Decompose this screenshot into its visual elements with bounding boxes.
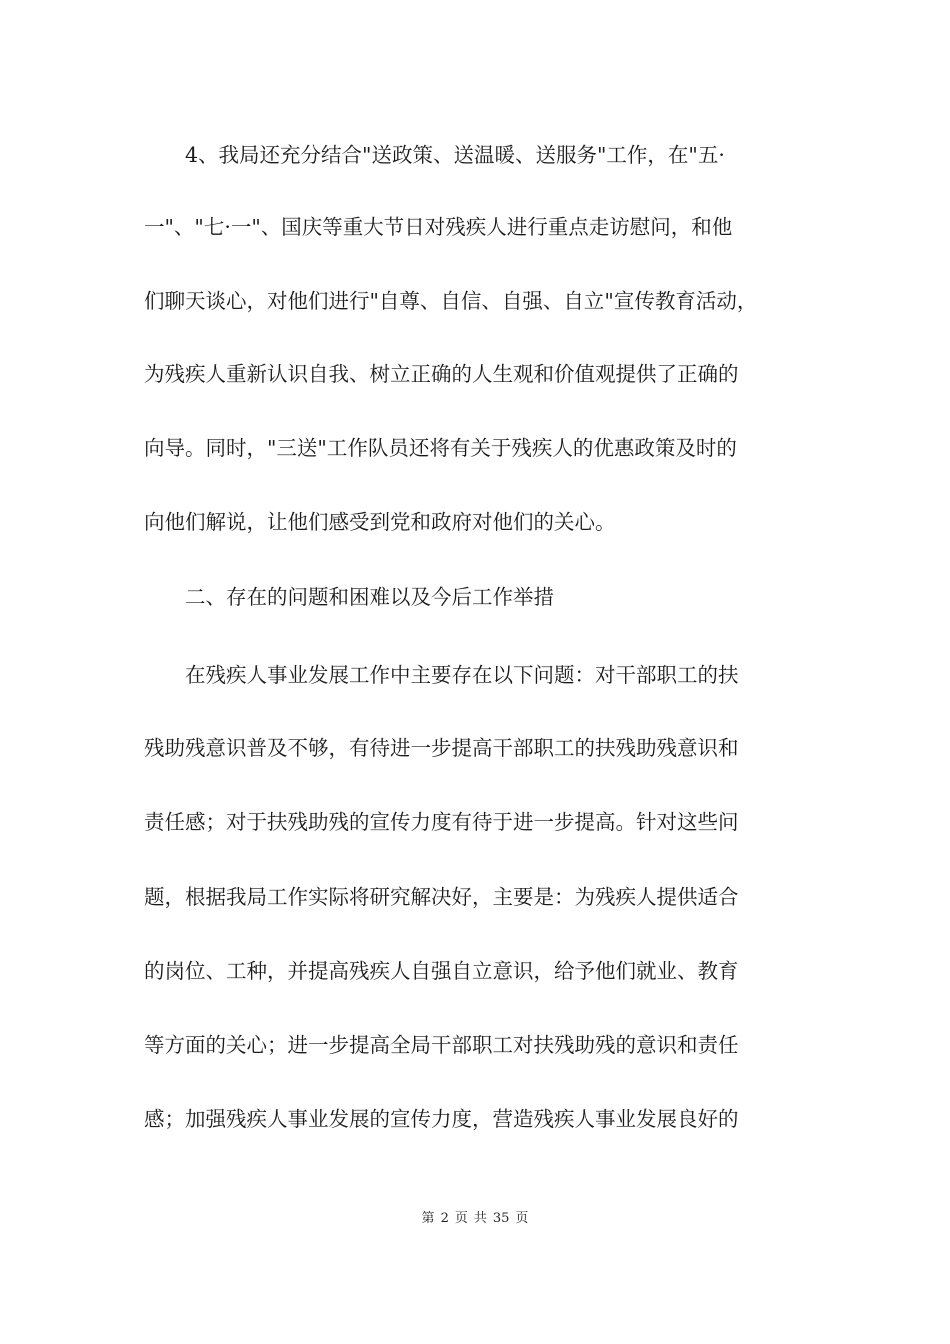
paragraph-line: 一"、"七·一"、国庆等重大节日对残疾人进行重点走访慰问，和他 [144,215,733,239]
footer-current-page: 2 [440,1211,449,1226]
footer-suffix: 页 [515,1211,529,1226]
paragraph-line: 的岗位、工种，并提高残疾人自强自立意识，给予他们就业、教育 [144,959,739,983]
section-heading: 二、存在的问题和困难以及今后工作举措 [144,585,554,609]
footer-prefix: 第 [421,1211,435,1226]
paragraph-line: 感；加强残疾人事业发展的宣传力度，营造残疾人事业发展良好的 [144,1107,739,1131]
paragraph-line: 向他们解说，让他们感受到党和政府对他们的关心。 [144,510,616,534]
footer-total-pages: 35 [492,1211,510,1226]
paragraph-line: 4、我局还充分结合"送政策、送温暖、送服务"工作，在"五· [144,143,725,167]
paragraph-line: 在残疾人事业发展工作中主要存在以下问题：对干部职工的扶 [144,663,739,687]
paragraph-line: 等方面的关心；进一步提高全局干部职工对扶残助残的意识和责任 [144,1033,739,1057]
paragraph-line: 残助残意识普及不够，有待进一步提高干部职工的扶残助残意识和 [144,736,739,760]
paragraph-line: 向导。同时，"三送"工作队员还将有关于残疾人的优惠政策及时的 [144,436,737,460]
paragraph-line: 们聊天谈心，对他们进行"自尊、自信、自强、自立"宣传教育活动， [144,289,758,313]
footer-mid2: 共 [473,1211,487,1226]
paragraph-line: 为残疾人重新认识自我、树立正确的人生观和价值观提供了正确的 [144,362,739,386]
footer-mid1: 页 [454,1211,468,1226]
page-footer [0,1207,950,1226]
paragraph-line: 责任感；对于扶残助残的宣传力度有待于进一步提高。针对这些问 [144,810,739,834]
paragraph-line: 题，根据我局工作实际将研究解决好，主要是：为残疾人提供适合 [144,885,739,909]
